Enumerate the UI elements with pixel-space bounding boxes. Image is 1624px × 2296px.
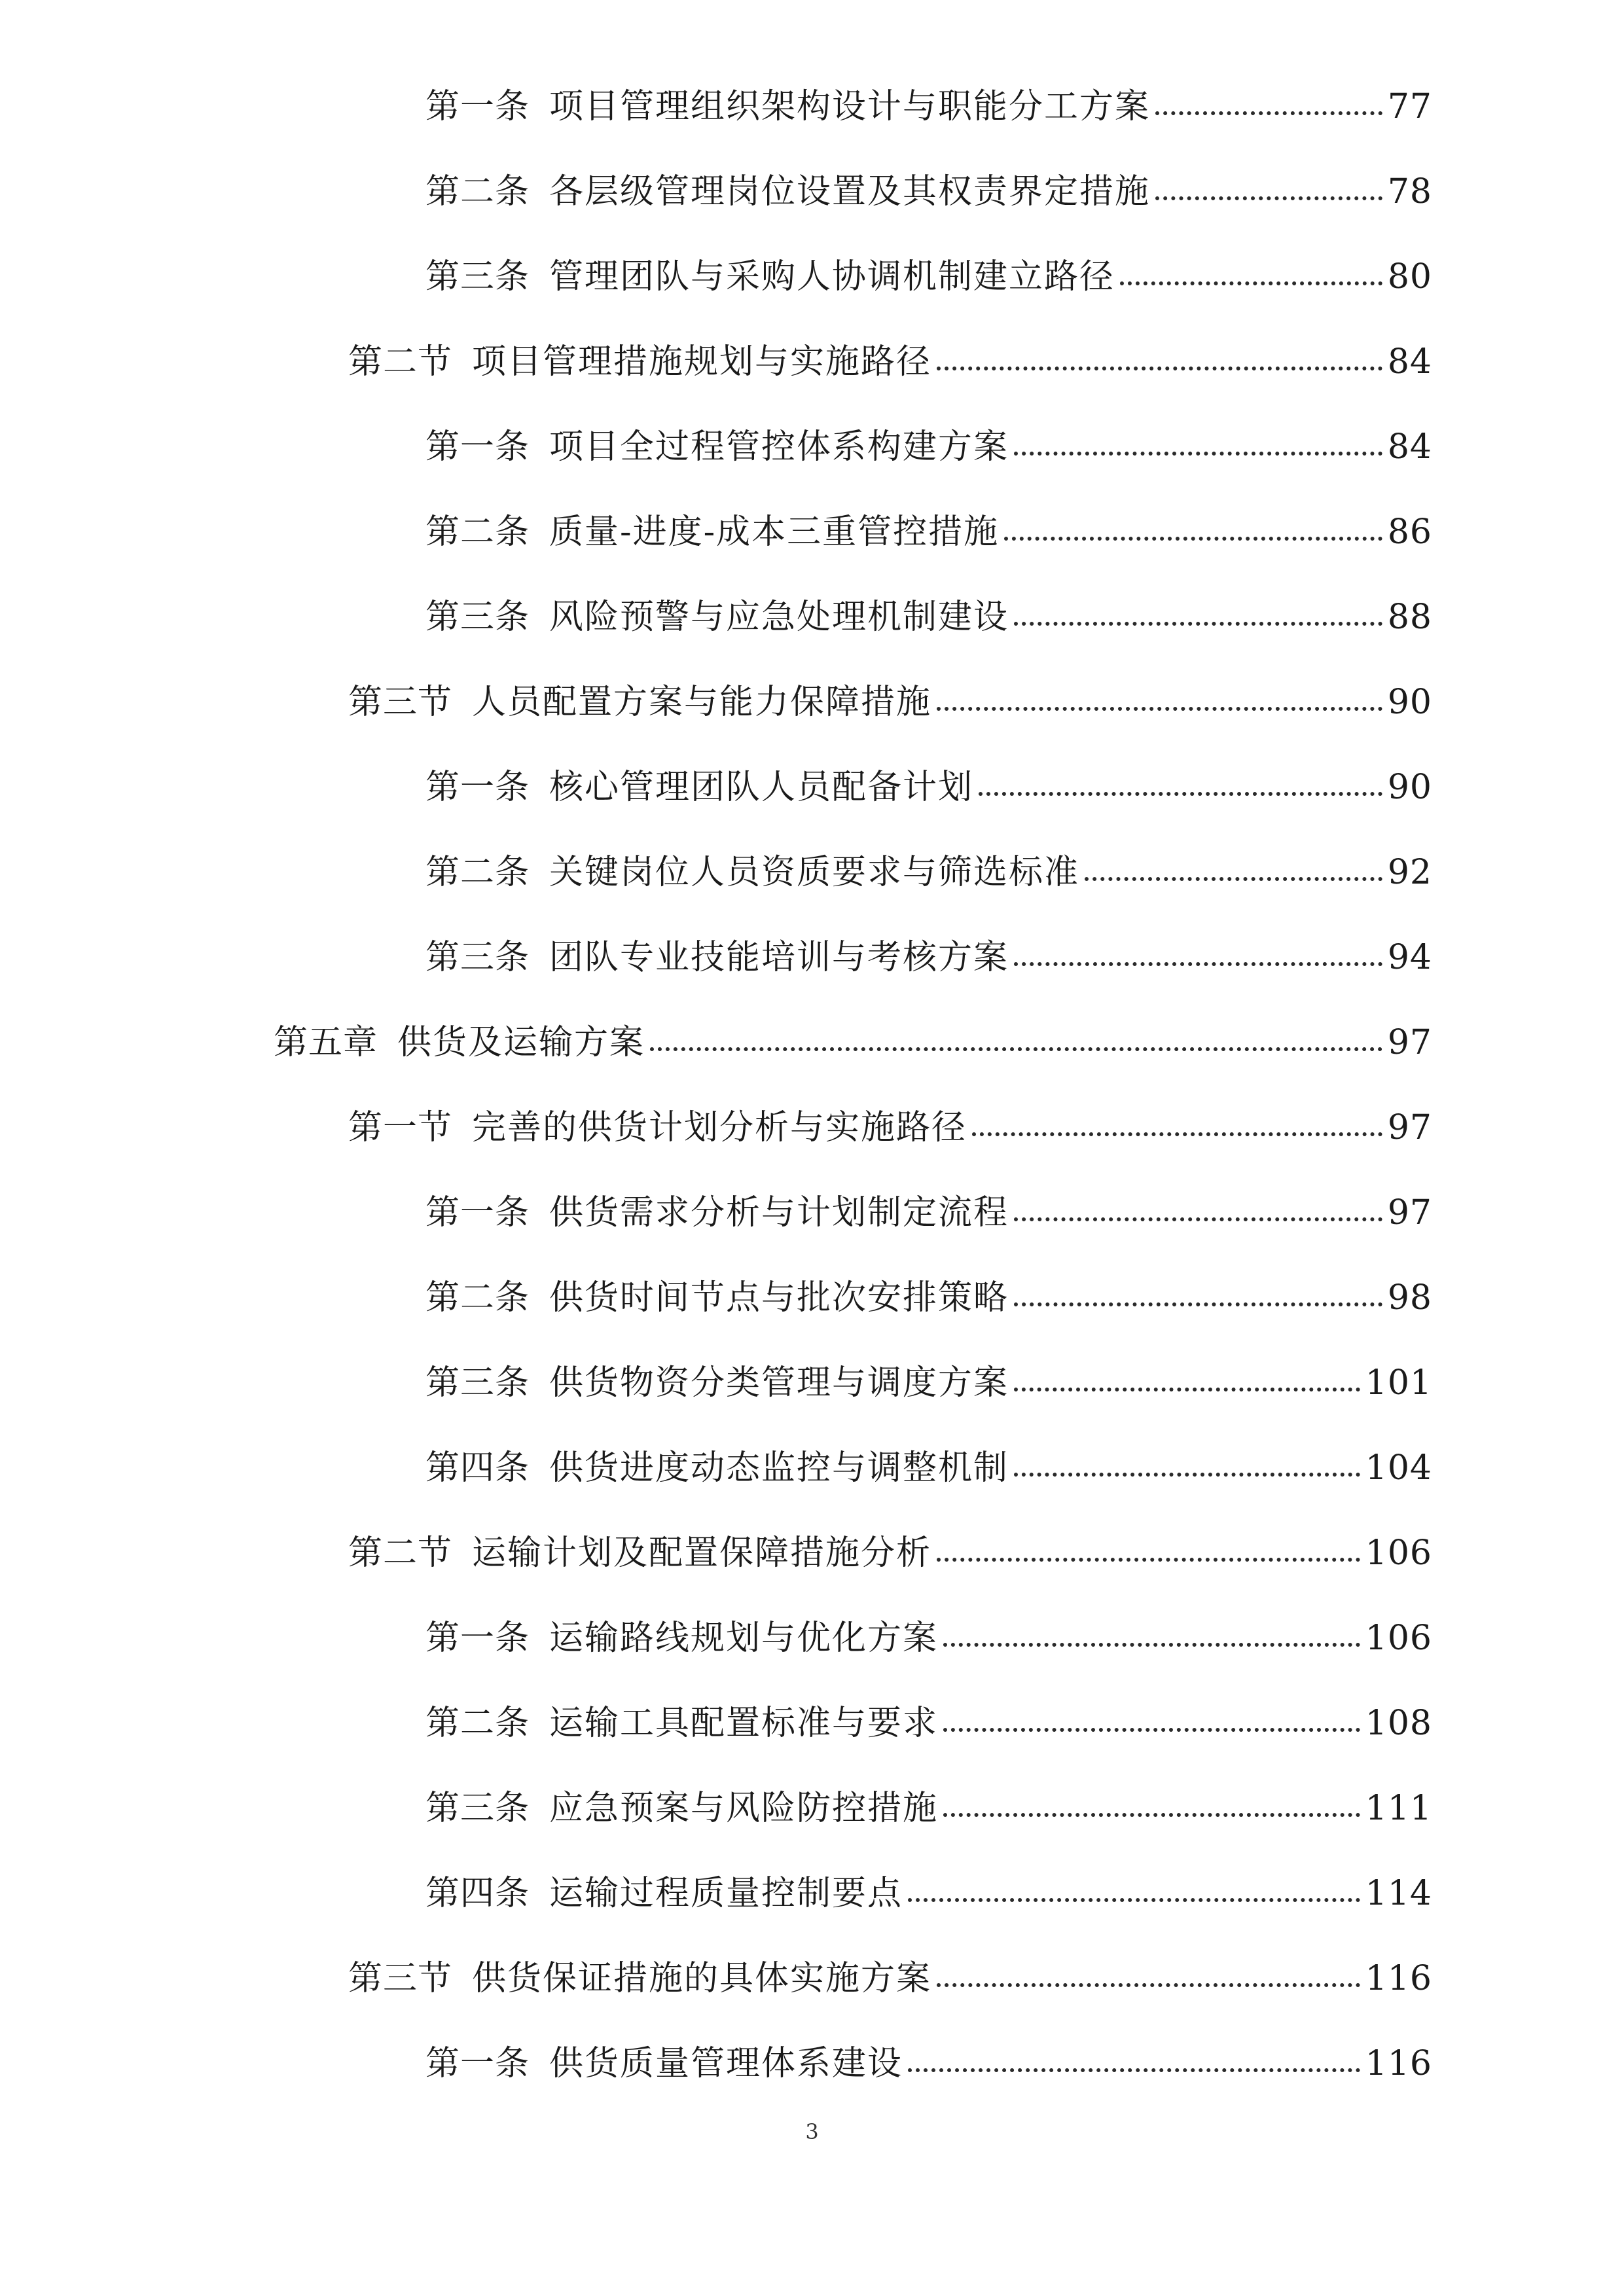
toc-entry-page: 97 [1387,1193,1432,1232]
toc-entry-title: 项目全过程管控体系构建方案 [549,427,1009,467]
toc-entry-page: 114 [1365,1874,1432,1913]
toc-entry[interactable] [0,1000,1624,1085]
toc-entry-page: 77 [1387,87,1432,126]
dot-leader [943,1643,1360,1647]
dot-leader [1120,281,1382,285]
toc-entry-title: 供货及运输方案 [397,1023,645,1062]
page-number: 3 [805,2119,819,2144]
toc-entry-page: 90 [1387,768,1432,807]
toc-entry-page: 101 [1365,1363,1432,1403]
toc-entry-content [425,768,1432,807]
toc-entry[interactable] [0,1851,1624,1936]
dot-leader [1014,962,1382,966]
toc-entry-content [425,938,1432,977]
dot-leader [937,707,1382,711]
toc-entry-page: 104 [1365,1448,1432,1488]
toc-entry[interactable] [0,1426,1624,1511]
toc-entry-content [425,598,1432,637]
toc-entry-title: 供货需求分析与计划制定流程 [549,1193,1009,1232]
toc-entry[interactable] [0,149,1624,234]
toc-entry-content [274,1023,1432,1062]
toc-entry-content [348,683,1432,722]
toc-entry[interactable] [0,404,1624,490]
toc-entry-number: 第二节 [348,1534,453,1573]
toc-entry-number: 第二条 [425,853,530,892]
toc-entry[interactable] [0,490,1624,575]
dot-leader [1155,196,1382,200]
toc-entry-title: 供货时间节点与批次安排策略 [549,1278,1009,1318]
toc-entry-content [425,1704,1432,1743]
toc-entry-page: 106 [1365,1534,1432,1573]
toc-entry[interactable] [0,1340,1624,1426]
toc-entry-content [425,1193,1432,1232]
toc-entry-content [425,1619,1432,1658]
toc-entry-number: 第一条 [425,1619,530,1658]
toc-entry-page: 116 [1365,1959,1432,1998]
toc-entry-page: 92 [1387,853,1432,892]
toc-entry-content [425,512,1432,552]
toc-entry[interactable] [0,234,1624,319]
toc-entry-title: 项目管理组织架构设计与职能分工方案 [549,87,1151,126]
toc-entry-title: 风险预警与应急处理机制建设 [549,598,1009,637]
toc-entry-number: 第二条 [425,1278,530,1318]
dot-leader [937,1983,1360,1987]
dot-leader [937,1558,1360,1562]
toc-entry-title: 运输路线规划与优化方案 [549,1619,939,1658]
toc-entry-title: 团队专业技能培训与考核方案 [549,938,1009,977]
toc-entry-number: 第五章 [274,1023,378,1062]
toc-entry-page: 78 [1387,172,1432,211]
dot-leader [1014,622,1382,626]
toc-entry-title: 供货物资分类管理与调度方案 [549,1363,1009,1403]
toc-entry-number: 第一条 [425,2044,530,2083]
toc-entry[interactable] [0,1596,1624,1681]
toc-entry[interactable] [0,660,1624,745]
dot-leader [1014,1217,1382,1221]
toc-entry-title: 完善的供货计划分析与实施路径 [472,1108,967,1147]
toc-entry[interactable] [0,64,1624,149]
toc-entry-page: 90 [1387,683,1432,722]
dot-leader [972,1132,1382,1136]
toc-entry[interactable] [0,830,1624,915]
toc-entry-number: 第一条 [425,768,530,807]
toc-entry-number: 第三条 [425,938,530,977]
dot-leader [1014,1473,1360,1477]
toc-entry[interactable] [0,1255,1624,1340]
dot-leader [1014,452,1382,456]
toc-entry-page: 80 [1387,257,1432,296]
toc-entry-page: 97 [1387,1108,1432,1147]
toc-entry[interactable] [0,1766,1624,1851]
toc-entry-number: 第二条 [425,512,530,552]
toc-entry-page: 88 [1387,598,1432,637]
toc-entry-content [425,1789,1432,1828]
toc-entry-content [425,87,1432,126]
toc-entry-number: 第一条 [425,427,530,467]
toc-entry-number: 第四条 [425,1448,530,1488]
toc-entry-number: 第三节 [348,1959,453,1998]
dot-leader [1004,537,1382,541]
toc-entry-number: 第一条 [425,1193,530,1232]
toc-entry-title: 项目管理措施规划与实施路径 [472,342,932,382]
toc-entry-number: 第二节 [348,342,453,382]
toc-entry-title: 人员配置方案与能力保障措施 [472,683,932,722]
dot-leader [908,2068,1360,2072]
toc-entry-page: 98 [1387,1278,1432,1318]
toc-entry-title: 运输过程质量控制要点 [549,1874,903,1913]
toc-entry-page: 116 [1365,2044,1432,2083]
toc-entry-content [348,1108,1432,1147]
dot-leader [1014,1302,1382,1306]
toc-entry-title: 管理团队与采购人协调机制建立路径 [549,257,1115,296]
toc-entry[interactable] [0,319,1624,404]
toc-entry-content [425,853,1432,892]
toc-entry-number: 第三条 [425,598,530,637]
toc-entry[interactable] [0,745,1624,830]
toc-entry-title: 各层级管理岗位设置及其权责界定措施 [549,172,1151,211]
toc-entry-page: 86 [1387,512,1432,552]
toc-entry-content [425,1278,1432,1318]
toc-entry-page: 84 [1387,427,1432,467]
toc-entry-title: 应急预案与风险防控措施 [549,1789,939,1828]
toc-entry-title: 核心管理团队人员配备计划 [549,768,974,807]
toc-entry[interactable] [0,915,1624,1000]
toc-entry-content [425,2044,1432,2083]
toc-entry-title: 关键岗位人员资质要求与筛选标准 [549,853,1080,892]
toc-entry[interactable] [0,2021,1624,2106]
toc-entry-title: 运输计划及配置保障措施分析 [472,1534,932,1573]
dot-leader [943,1728,1360,1732]
toc-entry-content [425,257,1432,296]
toc-entry[interactable] [0,1511,1624,1596]
toc-entry-number: 第一条 [425,87,530,126]
toc-entry-number: 第一节 [348,1108,453,1147]
toc-entry-number: 第二条 [425,1704,530,1743]
dot-leader [937,367,1382,370]
toc-entry-page: 84 [1387,342,1432,382]
dot-leader [1155,111,1382,115]
toc-entry-content [425,172,1432,211]
toc-entry-content [348,1959,1432,1998]
table-of-contents [0,64,1624,2106]
toc-entry-page: 94 [1387,938,1432,977]
toc-entry[interactable] [0,1170,1624,1255]
toc-entry-content [348,1534,1432,1573]
toc-entry-content [425,1874,1432,1913]
toc-entry-page: 97 [1387,1023,1432,1062]
toc-entry-content [425,427,1432,467]
dot-leader [908,1898,1360,1902]
toc-entry-title: 供货进度动态监控与调整机制 [549,1448,1009,1488]
toc-entry-number: 第三条 [425,1789,530,1828]
toc-entry-title: 质量-进度-成本三重管控措施 [549,512,1000,552]
toc-entry-number: 第二条 [425,172,530,211]
toc-entry-number: 第三条 [425,1363,530,1403]
dot-leader [943,1813,1360,1817]
toc-entry[interactable] [0,1936,1624,2021]
toc-entry-number: 第四条 [425,1874,530,1913]
toc-entry-title: 运输工具配置标准与要求 [549,1704,939,1743]
toc-entry-page: 106 [1365,1619,1432,1658]
toc-entry-content [348,342,1432,382]
toc-entry-number: 第三条 [425,257,530,296]
toc-entry-number: 第三节 [348,683,453,722]
dot-leader [1014,1388,1360,1391]
toc-entry-content [425,1363,1432,1403]
dot-leader [650,1047,1382,1051]
toc-entry-page: 111 [1365,1789,1432,1828]
toc-entry-content [425,1448,1432,1488]
toc-entry-title: 供货保证措施的具体实施方案 [472,1959,932,1998]
toc-entry-title: 供货质量管理体系建设 [549,2044,903,2083]
dot-leader [979,792,1382,796]
toc-entry[interactable] [0,1681,1624,1766]
toc-entry[interactable] [0,575,1624,660]
dot-leader [1085,877,1382,881]
toc-entry[interactable] [0,1085,1624,1170]
toc-entry-page: 108 [1365,1704,1432,1743]
